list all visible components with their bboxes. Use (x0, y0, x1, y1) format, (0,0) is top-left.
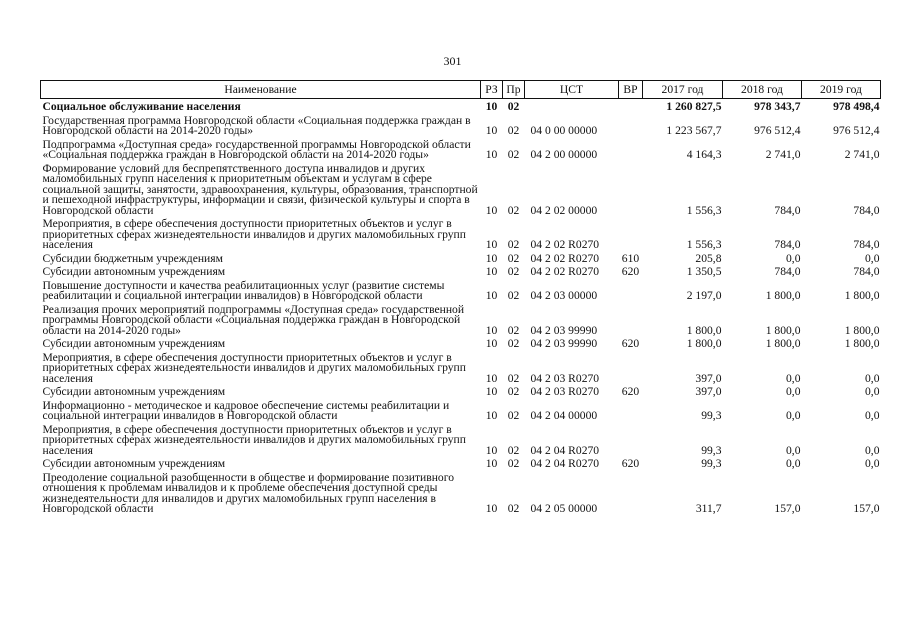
cell-name: Подпрограмма «Доступная среда» государственной программы Новгородской области «Социальная поддержка граждан в Новгородской области на 2014-2020 годы» (42, 137, 471, 161)
cell-2018: 784,0 (774, 238, 801, 251)
cell-pr: 02 (507, 337, 520, 350)
cell-cst: 04 2 05 00000 (530, 502, 598, 515)
cell-2019: 784,0 (853, 203, 880, 217)
cell-vr (619, 352, 643, 387)
cell-rz: 10 (485, 443, 498, 457)
cell-vr: 620 (621, 265, 640, 278)
cell-vr (619, 400, 643, 424)
cell-2017: 1 556,3 (686, 203, 722, 217)
cell-pr: 02 (507, 443, 520, 457)
cell-cst: 04 2 03 00000 (530, 289, 598, 302)
cell-2017: 4 164,3 (686, 148, 722, 161)
cell-2019: 0,0 (865, 409, 880, 422)
cell-vr (619, 99, 643, 115)
cell-vr: 620 (621, 457, 640, 470)
cell-2017: 397,0 (695, 385, 722, 398)
cell-vr (619, 163, 643, 219)
cell-vr (619, 218, 643, 253)
cell-rz: 10 (485, 337, 498, 350)
cell-2019: 157,0 (853, 502, 880, 515)
cell-vr (619, 115, 643, 139)
cell-2017: 1 223 567,7 (666, 124, 722, 137)
cell-2019: 976 512,4 (833, 124, 880, 137)
cell-rz: 10 (485, 148, 498, 161)
cell-name: Государственная программа Новгородской области «Социальная поддержка граждан в Новгородской области на 2014-2020 годы» (42, 113, 471, 137)
cell-2017: 99,3 (701, 443, 722, 457)
cell-2018: 0,0 (786, 251, 801, 265)
cell-2017: 1 350,5 (686, 265, 722, 278)
cell-vr (619, 139, 643, 163)
cell-2018: 0,0 (786, 385, 801, 398)
cell-rz: 10 (485, 457, 498, 470)
table-row (41, 400, 881, 424)
table-row (41, 163, 881, 219)
header-pr: Пр (503, 81, 525, 99)
cell-vr: 610 (621, 251, 640, 265)
cell-vr (619, 472, 643, 517)
cell-rz: 10 (485, 502, 498, 515)
cell-pr: 02 (507, 502, 520, 515)
cell-2017: 397,0 (695, 371, 722, 385)
cell-cst: 04 2 03 R0270 (530, 385, 600, 398)
cell-2019: 0,0 (865, 385, 880, 398)
cell-vr (619, 280, 643, 304)
cell-rz: 10 (485, 238, 498, 251)
cell-cst (525, 99, 619, 115)
cell-2018: 0,0 (786, 409, 801, 422)
table-body (41, 99, 881, 517)
table-row (41, 472, 881, 517)
cell-name: Мероприятия, в сфере обеспечения доступности приоритетных объектов и услуг в приоритетных сферах жизнедеятельности инвалидов и других маломобильных групп населения (42, 350, 466, 385)
cell-pr: 02 (507, 203, 520, 217)
cell-pr: 02 (507, 265, 520, 278)
header-2018: 2018 год (723, 81, 802, 99)
table-row (41, 424, 881, 459)
cell-2017: 205,8 (695, 251, 722, 265)
cell-cst: 04 2 04 R0270 (530, 443, 600, 457)
cell-name: Субсидии автономным учреждениям (42, 385, 226, 398)
cell-cst: 04 2 00 00000 (530, 148, 598, 161)
cell-2018: 0,0 (786, 443, 801, 457)
table-row (41, 218, 881, 253)
cell-rz: 10 (485, 265, 498, 278)
cell-cst: 04 2 02 R0270 (530, 251, 600, 265)
header-vr: ВР (619, 81, 643, 99)
cell-2017: 99,3 (701, 409, 722, 422)
cell-rz: 10 (485, 385, 498, 398)
cell-rz: 10 (485, 323, 498, 337)
header-2019: 2019 год (802, 81, 881, 99)
cell-cst: 04 2 02 R0270 (530, 265, 600, 278)
cell-2018: 0,0 (786, 457, 801, 470)
cell-2018: 0,0 (786, 371, 801, 385)
table-row (41, 139, 881, 163)
cell-rz: 10 (485, 409, 498, 422)
cell-name: Мероприятия, в сфере обеспечения доступности приоритетных объектов и услуг в приоритетных сферах жизнедеятельности инвалидов и других маломобильных групп населения (42, 422, 466, 457)
table-row (41, 280, 881, 304)
cell-2019: 1 800,0 (844, 289, 880, 302)
cell-2018: 2 741,0 (765, 148, 801, 161)
cell-2017: 1 556,3 (686, 238, 722, 251)
cell-vr: 620 (621, 337, 640, 350)
cell-name: Субсидии автономным учреждениям (42, 337, 226, 350)
cell-2019: 784,0 (853, 265, 880, 278)
cell-cst: 04 2 02 00000 (530, 203, 598, 217)
cell-vr: 620 (621, 385, 640, 398)
cell-rz: 10 (485, 124, 498, 137)
table-row (41, 338, 881, 352)
header-cst: ЦСТ (525, 81, 619, 99)
cell-2018: 1 800,0 (765, 337, 801, 350)
cell-name: Информационно - методическое и кадровое обеспечение системы реабилитации и социальной интеграции инвалидов в Новгородской области (42, 398, 450, 422)
cell-name: Формирование условий для беспрепятственного доступа инвалидов и других маломобильных групп населения к приоритетным объектам и услугам в сфере социальной защиты, занятости, здравоохранения, культуры, образования, транспортной и пешеходной инфраструктуры, информации и связи, физической культуры и спорта в Новгородской области (42, 161, 478, 217)
header-name: Наименование (41, 81, 481, 99)
cell-2019: 1 800,0 (844, 337, 880, 350)
table-row (41, 386, 881, 400)
cell-2017: 2 197,0 (686, 289, 722, 302)
page-number: 301 (443, 54, 462, 68)
cell-name: Реализация прочих мероприятий подпрограммы «Доступная среда» государственной программы Новгородской области «Социальная поддержка граждан в Новгородской области на 2014-2020 годы» (42, 302, 465, 337)
cell-name: Субсидии автономным учреждениям (42, 457, 226, 470)
cell-cst: 04 2 04 R0270 (530, 457, 600, 470)
cell-name: Субсидии бюджетным учреждениям (42, 251, 223, 265)
table-row (41, 115, 881, 139)
cell-cst: 04 2 04 00000 (530, 409, 598, 422)
cell-cst: 04 2 03 99990 (530, 323, 598, 337)
cell-cst: 04 2 02 R0270 (530, 238, 600, 251)
cell-pr: 02 (507, 100, 520, 113)
cell-2017: 99,3 (701, 457, 722, 470)
cell-2018: 784,0 (774, 265, 801, 278)
cell-2017: 1 260 827,5 (666, 100, 722, 113)
cell-name: Субсидии автономным учреждениям (42, 265, 226, 278)
cell-cst: 04 0 00 00000 (530, 124, 598, 137)
cell-pr: 02 (507, 289, 520, 302)
cell-pr: 02 (507, 251, 520, 265)
table-row (41, 352, 881, 387)
cell-rz: 10 (485, 203, 498, 217)
cell-2018: 157,0 (774, 502, 801, 515)
cell-2019: 0,0 (865, 251, 880, 265)
cell-vr (619, 424, 643, 459)
cell-2019: 2 741,0 (844, 148, 880, 161)
table-row (41, 458, 881, 472)
cell-2019: 0,0 (865, 457, 880, 470)
cell-pr: 02 (507, 409, 520, 422)
cell-2017: 311,7 (695, 502, 722, 515)
cell-rz: 10 (485, 251, 498, 265)
cell-pr: 02 (507, 371, 520, 385)
cell-cst: 04 2 03 99990 (530, 337, 598, 350)
cell-name: Социальное обслуживание населения (42, 100, 241, 113)
cell-2019: 0,0 (865, 371, 880, 385)
cell-rz: 10 (485, 371, 498, 385)
cell-2018: 1 800,0 (765, 323, 801, 337)
header-2017: 2017 год (643, 81, 723, 99)
cell-2018: 784,0 (774, 203, 801, 217)
table-row (41, 99, 881, 115)
cell-2017: 1 800,0 (686, 323, 722, 337)
cell-pr: 02 (507, 124, 520, 137)
budget-table (40, 80, 881, 517)
table-row (41, 266, 881, 280)
header-rz: РЗ (481, 81, 503, 99)
cell-rz: 10 (485, 289, 498, 302)
cell-2019: 1 800,0 (844, 323, 880, 337)
cell-name: Преодоление социальной разобщенности в обществе и формирование позитивного отношения к проблемам инвалидов и к проблеме обеспечения доступной среды жизнедеятельности для инвалидов и других маломобильных групп населения в Новгородской области (42, 470, 454, 515)
table-header (41, 81, 881, 99)
cell-2018: 978 343,7 (754, 100, 801, 113)
cell-name: Мероприятия, в сфере обеспечения доступности приоритетных объектов и услуг в приоритетных сферах жизнедеятельности инвалидов и других маломобильных групп населения (42, 217, 466, 251)
cell-rz: 10 (485, 100, 498, 113)
cell-pr: 02 (507, 323, 520, 337)
table-row (41, 304, 881, 339)
cell-vr (619, 304, 643, 339)
cell-2019: 0,0 (865, 443, 880, 457)
cell-name: Повышение доступности и качества реабилитационных услуг (развитие системы реабилитации и социальной интеграции инвалидов) в Новгородской области (42, 278, 445, 302)
cell-2018: 1 800,0 (765, 289, 801, 302)
cell-2019: 978 498,4 (833, 100, 880, 113)
cell-2017: 1 800,0 (686, 337, 722, 350)
cell-pr: 02 (507, 148, 520, 161)
cell-pr: 02 (507, 385, 520, 398)
cell-cst: 04 2 03 R0270 (530, 371, 600, 385)
cell-pr: 02 (507, 238, 520, 251)
cell-pr: 02 (507, 457, 520, 470)
table-row (41, 253, 881, 267)
cell-2019: 784,0 (853, 238, 880, 251)
cell-2018: 976 512,4 (754, 124, 801, 137)
